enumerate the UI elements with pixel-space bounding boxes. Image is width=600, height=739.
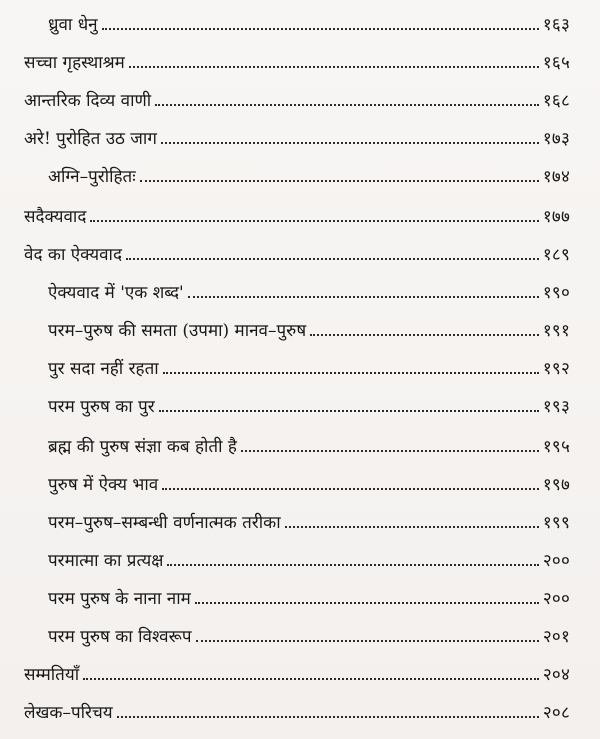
toc-leader-dots [90,220,539,222]
toc-page-number: १९२ [542,359,570,379]
toc-page-number: २०० [542,589,570,609]
toc-entry [24,46,570,74]
toc-leader-dots [188,296,539,298]
toc-page-number: १७३ [542,129,570,149]
toc-leader-dots [126,258,539,260]
toc-page-number: १९१ [542,321,570,341]
toc-leader-dots [241,450,539,452]
toc-page-number: २०८ [542,703,570,723]
toc-page-number: १७४ [542,167,570,187]
toc-entry [48,506,570,534]
toc-entry [24,84,570,112]
toc-entry-title: अरे! पुरोहित उठ जाग [24,129,157,149]
toc-entry-title: सम्मतियाँ [24,665,80,685]
toc-entry-title: सदैक्यवाद [24,207,87,227]
toc-entry [48,8,570,36]
toc-entry-title: अग्नि–पुरोहितः [48,167,136,187]
toc-page-number: १९५ [542,437,570,457]
toc-page-number: २०० [542,551,570,571]
toc-page-number: १७७ [542,207,570,227]
toc-leader-dots [102,28,539,30]
toc-page-number: २०४ [542,665,570,685]
toc-entry [48,468,570,496]
toc-entry-title: परम पुरुष का पुर [48,397,155,417]
toc-entry-title: लेखक–परिचय [24,703,113,723]
toc-leader-dots [310,334,539,336]
toc-entry-title: सच्चा गृहस्थाश्रम [24,53,125,73]
toc-entry-title: ऐक्यवाद में 'एक शब्द' [48,283,184,303]
toc-leader-dots [83,678,539,680]
toc-leader-dots [117,716,539,718]
toc-entry [48,390,570,418]
toc-leader-dots [159,410,539,412]
toc-entry [48,544,570,572]
toc-leader-dots [155,104,539,106]
toc-page-number: १९७ [542,475,570,495]
toc-entry [48,276,570,304]
toc-entry [48,314,570,342]
toc-leader-dots [163,372,539,374]
toc-entry [48,160,570,188]
toc-entry-title: परम–पुरुष–सम्बन्धी वर्णनात्मक तरीका [48,513,281,533]
toc-entry [48,620,570,648]
toc-leader-dots [167,564,538,566]
toc-entry [24,122,570,150]
toc-page-number: १९० [542,283,570,303]
toc-leader-dots [161,142,539,144]
toc-entry-title: पुर सदा नहीं रहता [48,359,159,379]
toc-leader-dots [140,180,539,182]
toc-leader-dots [285,526,539,528]
toc-page-number: २०१ [542,627,570,647]
toc-leader-dots [129,66,539,68]
toc-page-number: १९३ [542,397,570,417]
toc-entry [24,238,570,266]
toc-entry-title: ध्रुवा धेनु [48,15,98,35]
toc-entry-title: परम–पुरुष की समता (उपमा) मानव–पुरुष [48,321,307,341]
toc-page-number: १९९ [542,513,570,533]
toc-entry [48,582,570,610]
toc-entry-title: परम पुरुष का विश्वरूप [48,627,192,647]
toc-leader-dots [196,640,539,642]
toc-page-number: १६८ [542,91,570,111]
toc-entry [24,696,570,724]
toc-entry-title: ब्रह्म की पुरुष संज्ञा कब होती है [48,437,237,457]
toc-entry-title: परम पुरुष के नाना नाम [48,589,191,609]
toc-entry-title: परमात्मा का प्रत्यक्ष [48,551,164,571]
toc-entry-title: वेद का ऐक्यवाद [24,245,122,265]
toc-leader-dots [195,602,539,604]
toc-entry [24,658,570,686]
toc-entry [48,352,570,380]
toc-page-number: १८९ [542,245,570,265]
toc-entry [48,430,570,458]
toc-page-number: १६३ [542,15,570,35]
toc-entry-title: पुरुष में ऐक्य भाव [48,475,159,495]
toc-leader-dots [162,488,539,490]
toc-entry-title: आन्तरिक दिव्य वाणी [24,91,152,111]
toc-entry [24,200,570,228]
toc-page-number: १६५ [542,53,570,73]
